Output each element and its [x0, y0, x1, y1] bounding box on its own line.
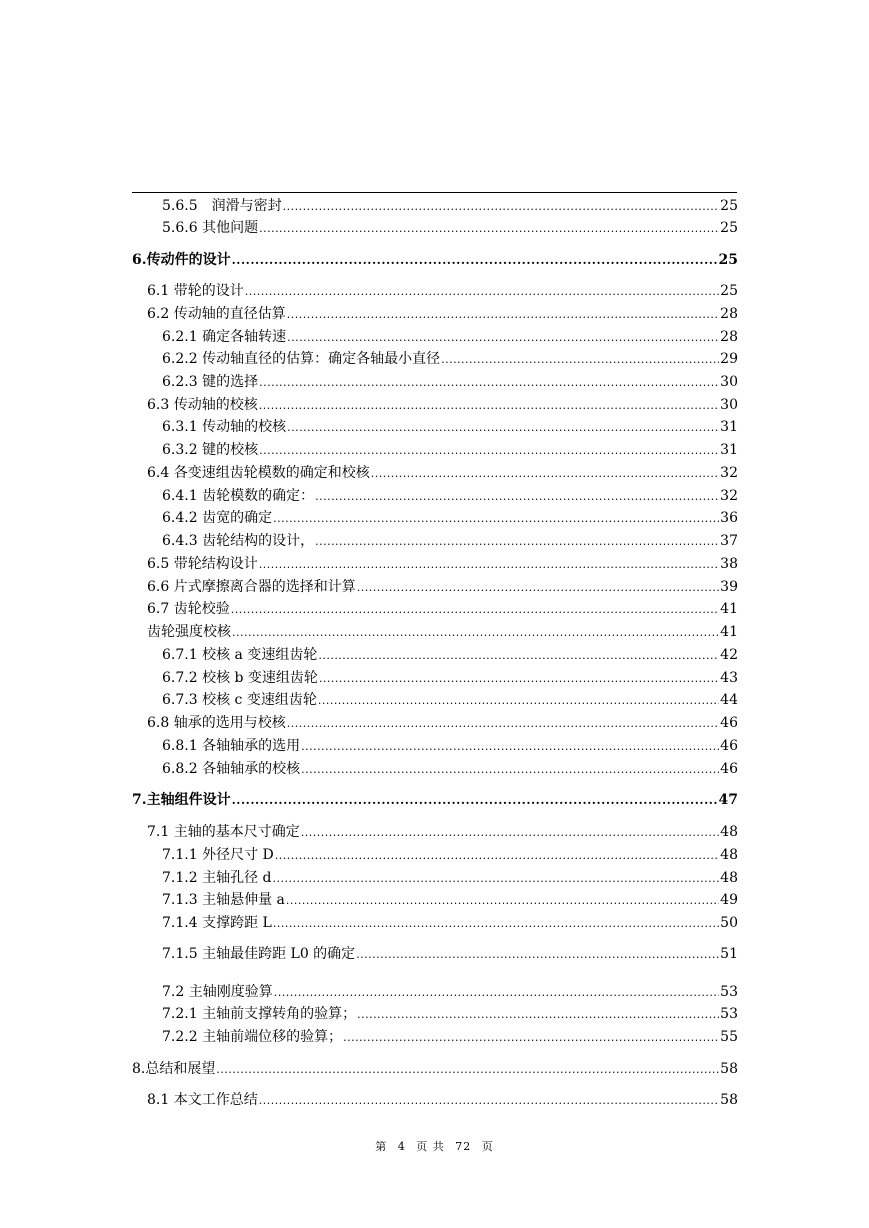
toc-dot-leader [301, 738, 719, 755]
toc-dot-leader [232, 791, 718, 809]
toc-dot-leader [232, 251, 718, 269]
toc-entry-title: 6.2.1 确定各轴转速 [162, 329, 287, 345]
toc-entry[interactable] [147, 396, 738, 414]
toc-entry[interactable] [162, 669, 738, 687]
toc-entry[interactable] [162, 373, 738, 391]
toc-entry-page-number: 47 [718, 792, 738, 808]
toc-entry-page-number: 48 [720, 870, 738, 886]
toc-entry-page-number: 28 [720, 306, 738, 322]
toc-dot-leader [357, 579, 719, 596]
toc-entry-title: 6.4.3 齿轮结构的设计， [162, 533, 315, 549]
toc-entry-title: 6.8.2 各轴轴承的校核 [162, 761, 301, 777]
toc-entry-page-number: 53 [720, 1006, 738, 1022]
toc-entry[interactable] [162, 646, 738, 664]
toc-entry-title: 6.2.3 键的选择 [162, 374, 259, 390]
toc-entry-title: 6.7 齿轮校验 [147, 601, 230, 617]
toc-entry-title: 6.4.1 齿轮模数的确定： [162, 488, 315, 504]
toc-entry[interactable] [162, 945, 738, 963]
toc-dot-leader [232, 624, 719, 641]
toc-entry[interactable] [162, 487, 738, 505]
toc-entry[interactable] [147, 464, 738, 482]
toc-entry-title: 7.1 主轴的基本尺寸确定 [147, 824, 300, 840]
toc-entry-title: 7.1.5 主轴最佳跨距 L0 的确定 [162, 946, 356, 962]
toc-dot-leader [259, 374, 719, 391]
toc-dot-leader [315, 488, 719, 505]
toc-entry-page-number: 49 [720, 892, 738, 908]
toc-entry[interactable] [162, 760, 738, 778]
toc-entry[interactable] [162, 441, 738, 459]
toc-entry-title: 7.主轴组件设计 [132, 792, 231, 808]
toc-entry[interactable] [162, 350, 738, 368]
toc-entry-title: 7.1.3 主轴悬伸量 a [162, 892, 285, 908]
toc-entry-page-number: 25 [720, 220, 738, 236]
toc-entry-page-number: 58 [720, 1061, 738, 1077]
toc-entry[interactable] [147, 623, 738, 641]
toc-entry-page-number: 48 [720, 847, 738, 863]
toc-entry-title: 5.6.6 其他问题 [162, 220, 259, 236]
toc-entry-title: 6.1 带轮的设计 [147, 283, 244, 299]
toc-dot-leader [301, 824, 719, 841]
toc-dot-leader [356, 946, 719, 963]
toc-dot-leader [259, 556, 719, 573]
toc-entry-title: 6.4 各变速组齿轮模数的确定和校核 [147, 465, 370, 481]
footer-total-pages: 72 [455, 1140, 472, 1153]
toc-entry[interactable] [162, 691, 738, 709]
toc-entry[interactable] [162, 1005, 738, 1023]
toc-entry-page-number: 46 [720, 761, 738, 777]
toc-entry-title: 6.3.2 键的校核 [162, 442, 259, 458]
toc-entry-page-number: 28 [720, 329, 738, 345]
toc-dot-leader [371, 465, 719, 482]
toc-dot-leader [273, 915, 719, 932]
toc-dot-leader [287, 306, 719, 323]
toc-entry-title: 6.4.2 齿宽的确定 [162, 510, 273, 526]
toc-dot-leader [441, 351, 719, 368]
toc-entry[interactable] [162, 869, 738, 887]
toc-entry-title: 齿轮强度校核 [147, 624, 231, 640]
toc-entry-title: 8.总结和展望 [132, 1061, 216, 1077]
toc-entry-title: 6.2 传动轴的直径估算 [147, 306, 286, 322]
toc-entry[interactable] [162, 891, 738, 909]
toc-entry-title: 7.1.2 主轴孔径 d [162, 870, 272, 886]
toc-dot-leader [301, 761, 719, 778]
toc-entry-page-number: 31 [720, 442, 738, 458]
toc-entry-title: 7.1.1 外径尺寸 D [162, 847, 274, 863]
toc-entry[interactable] [147, 305, 738, 323]
toc-dot-leader [318, 647, 719, 664]
toc-dot-leader [274, 984, 719, 1001]
toc-entry-title: 6.7.3 校核 c 变速组齿轮 [162, 692, 317, 708]
toc-entry[interactable] [132, 251, 738, 269]
toc-dot-leader [259, 220, 719, 237]
toc-entry-page-number: 29 [720, 351, 738, 367]
toc-entry-title: 6.7.2 校核 b 变速组齿轮 [162, 670, 318, 686]
toc-entry[interactable] [162, 197, 738, 215]
toc-entry-page-number: 32 [720, 465, 738, 481]
toc-entry[interactable] [147, 578, 738, 596]
toc-entry[interactable] [162, 914, 738, 932]
toc-entry-title: 6.2.2 传动轴直径的估算：确定各轴最小直径 [162, 351, 441, 367]
toc-entry-title: 6.8 轴承的选用与校核 [147, 715, 286, 731]
toc-entry-page-number: 41 [720, 624, 738, 640]
toc-entry-title: 8.1 本文工作总结 [147, 1092, 258, 1108]
toc-dot-leader [343, 1029, 719, 1046]
toc-entry-title: 7.2.1 主轴前支撑转角的验算； [162, 1006, 357, 1022]
toc-dot-leader [259, 1092, 719, 1109]
toc-entry-page-number: 32 [720, 488, 738, 504]
toc-dot-leader [287, 329, 719, 346]
toc-entry[interactable] [162, 532, 738, 550]
toc-dot-leader [245, 283, 719, 300]
toc-entry-page-number: 51 [720, 946, 738, 962]
toc-entry-page-number: 25 [718, 252, 738, 268]
toc-entry[interactable] [147, 600, 738, 618]
toc-entry-page-number: 30 [720, 397, 738, 413]
toc-entry-title: 6.7.1 校核 a 变速组齿轮 [162, 647, 318, 663]
toc-entry-page-number: 46 [720, 738, 738, 754]
toc-dot-leader [231, 601, 719, 618]
toc-entry-title: 7.1.4 支撑跨距 L [162, 915, 272, 931]
toc-entry-page-number: 50 [720, 915, 738, 931]
toc-entry[interactable] [162, 509, 738, 527]
toc-entry-page-number: 41 [720, 601, 738, 617]
toc-entry-page-number: 30 [720, 374, 738, 390]
toc-entry[interactable] [147, 555, 738, 573]
toc-entry-title: 6.传动件的设计 [132, 252, 231, 268]
toc-entry-title: 6.3 传动轴的校核 [147, 397, 258, 413]
toc-entry-page-number: 38 [720, 556, 738, 572]
toc-entry[interactable] [162, 418, 738, 436]
footer-suffix: 页 [481, 1140, 494, 1153]
toc-dot-leader [287, 419, 719, 436]
toc-entry-page-number: 53 [720, 984, 738, 1000]
toc-entry[interactable] [147, 1091, 738, 1109]
toc-entry-page-number: 42 [720, 647, 738, 663]
toc-dot-leader [259, 442, 719, 459]
toc-entry[interactable] [162, 737, 738, 755]
toc-entry-title: 6.5 带轮结构设计 [147, 556, 258, 572]
toc-entry-page-number: 43 [720, 670, 738, 686]
toc-dot-leader [357, 1006, 719, 1023]
toc-entry-page-number: 31 [720, 419, 738, 435]
toc-dot-leader [272, 870, 719, 887]
toc-entry-page-number: 36 [720, 510, 738, 526]
toc-entry-page-number: 39 [720, 579, 738, 595]
toc-entry-page-number: 55 [720, 1029, 738, 1045]
page-footer [0, 1138, 869, 1154]
toc-entry-title: 6.3.1 传动轴的校核 [162, 419, 287, 435]
toc-entry-page-number: 44 [720, 692, 738, 708]
toc-entry[interactable] [162, 1028, 738, 1046]
toc-dot-leader [319, 670, 719, 687]
toc-entry[interactable] [162, 328, 738, 346]
toc-entry[interactable] [162, 983, 738, 1001]
toc-entry-page-number: 58 [720, 1092, 738, 1108]
footer-mid: 页 共 [416, 1140, 445, 1153]
toc-dot-leader [286, 892, 719, 909]
toc-entry-page-number: 37 [720, 533, 738, 549]
toc-dot-leader [315, 533, 719, 550]
toc-entry-page-number: 25 [720, 283, 738, 299]
toc-dot-leader [259, 397, 719, 414]
toc-entry[interactable] [132, 1060, 738, 1078]
toc-dot-leader [273, 510, 719, 527]
footer-prefix: 第 [375, 1140, 388, 1153]
toc-entry-title: 7.2.2 主轴前端位移的验算； [162, 1029, 343, 1045]
toc-entry-title: 5.6.5 润滑与密封 [162, 198, 282, 214]
toc-entry-page-number: 48 [720, 824, 738, 840]
toc-dot-leader [283, 198, 720, 215]
toc-entry-page-number: 46 [720, 715, 738, 731]
footer-current-page: 4 [397, 1140, 406, 1153]
toc-dot-leader [318, 692, 719, 709]
toc-entry-title: 7.2 主轴刚度验算 [162, 984, 273, 1000]
toc-dot-leader [216, 1061, 719, 1078]
toc-entry[interactable] [147, 714, 738, 732]
toc-dot-leader [287, 715, 719, 732]
toc-entry-title: 6.8.1 各轴轴承的选用 [162, 738, 301, 754]
toc-entry[interactable] [147, 282, 738, 300]
toc-dot-leader [275, 847, 719, 864]
toc-entry[interactable] [162, 846, 738, 864]
toc-entry-title: 6.6 片式摩擦离合器的选择和计算 [147, 579, 356, 595]
toc-entry[interactable] [132, 791, 738, 809]
toc-entry-page-number: 25 [720, 198, 738, 214]
header-rule [132, 192, 737, 193]
toc-entry[interactable] [162, 219, 738, 237]
toc-entry[interactable] [147, 823, 738, 841]
